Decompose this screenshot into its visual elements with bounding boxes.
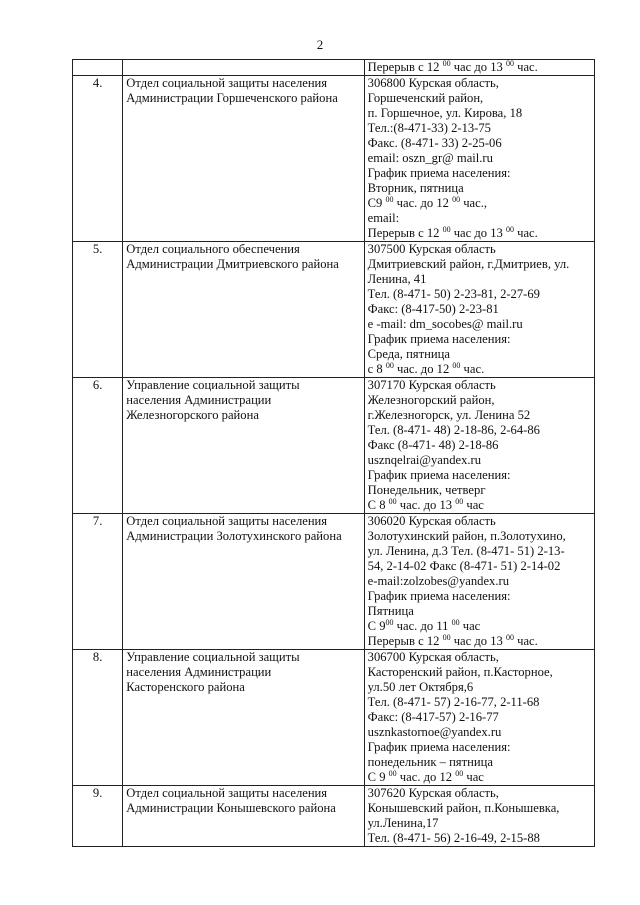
text-segment: с 8 — [367, 362, 386, 376]
text-segment: Факс (8-471- 48) 2-18-86 — [367, 438, 499, 452]
contact-info-line — [368, 287, 591, 302]
department-name-line: Отдел социальной защиты населения — [126, 514, 328, 528]
row-number: 8. — [73, 650, 123, 786]
contact-info-line — [368, 650, 591, 665]
text-segment: час до 13 — [450, 60, 506, 74]
department-name-line: населения Администрации — [126, 393, 272, 407]
contact-info-line — [368, 302, 591, 317]
contact-info — [364, 650, 594, 786]
department-name-line: Администрации Конышевского района — [126, 801, 336, 815]
text-segment: 307170 Курская область — [367, 378, 496, 392]
department-name-line: Железногорского района — [126, 408, 259, 422]
contact-info — [364, 786, 594, 847]
text-segment: ул. Ленина, д.3 Тел. (8-471- 51) 2-13- — [367, 544, 565, 558]
department-name-line: Администрации Дмитриевского района — [126, 257, 339, 271]
department-name — [123, 514, 364, 650]
contact-info-line — [368, 211, 591, 226]
contact-info-line — [368, 121, 591, 136]
table-row — [73, 76, 595, 242]
text-segment: С 9 — [367, 770, 389, 784]
contact-info-line — [368, 181, 591, 196]
contact-info-line — [368, 498, 591, 513]
text-segment: Ленина, 41 — [367, 272, 427, 286]
contact-info-line — [368, 559, 591, 574]
contact-info-line — [368, 166, 591, 181]
department-name-line: Касторенского района — [126, 680, 245, 694]
text-segment: час. — [513, 226, 538, 240]
text-segment: час. до 11 — [393, 619, 452, 633]
text-segment: г.Железногорск, ул. Ленина 52 — [367, 408, 531, 422]
contact-info-line — [368, 257, 591, 272]
text-segment: Тел. (8-471- 57) 2-16-77, 2-11-68 — [367, 695, 540, 709]
superscript-minutes: 00 — [452, 195, 461, 204]
contact-info-line — [368, 347, 591, 362]
contact-info-line — [368, 695, 591, 710]
department-name — [123, 242, 364, 378]
superscript-minutes: 00 — [385, 361, 394, 370]
text-segment: Понедельник, четверг — [367, 483, 486, 497]
table-row — [73, 60, 595, 76]
contact-info-line — [368, 710, 591, 725]
contact-info-line — [368, 60, 591, 75]
text-segment: Факс. (8-471- 33) 2-25-06 — [367, 136, 502, 150]
contact-info-line — [368, 453, 591, 468]
department-name-line: Отдел социальной защиты населения — [126, 76, 328, 90]
superscript-minutes: 00 — [442, 633, 451, 642]
contact-info-line — [368, 589, 591, 604]
row-number: 9. — [73, 786, 123, 847]
text-segment: usznkastornoe@yandex.ru — [367, 725, 502, 739]
superscript-minutes: 00 — [442, 59, 451, 68]
department-name-line: Отдел социального обеспечения — [126, 242, 300, 256]
superscript-minutes: 00 — [455, 769, 464, 778]
contact-info-line — [368, 725, 591, 740]
text-segment: 54, 2-14-02 Факс (8-471- 51) 2-14-02 — [367, 559, 561, 573]
text-segment: час — [459, 619, 481, 633]
contact-info-line — [368, 196, 591, 211]
superscript-minutes: 00 — [388, 769, 397, 778]
contact-info-line — [368, 226, 591, 241]
text-segment: час. — [513, 60, 538, 74]
text-segment: Тел.:(8-471-33) 2-13-75 — [367, 121, 491, 135]
contact-info-line — [368, 151, 591, 166]
text-segment: График приема населения: — [367, 589, 511, 603]
text-segment: 307500 Курская область — [367, 242, 496, 256]
text-segment: Дмитриевский район, г.Дмитриев, ул. — [367, 257, 570, 271]
text-segment: Касторенский район, п.Касторное, — [367, 665, 553, 679]
department-name-line: Управление социальной защиты — [126, 378, 300, 392]
department-name — [123, 76, 364, 242]
row-number: 5. — [73, 242, 123, 378]
text-segment: График приема населения: — [367, 740, 511, 754]
text-segment: час. до 12 — [393, 362, 453, 376]
table-row — [73, 650, 595, 786]
text-segment: Золотухинский район, п.Золотухино, — [367, 529, 566, 543]
contact-info-line — [368, 816, 591, 831]
text-segment: Железногорский район, — [367, 393, 495, 407]
table-body — [73, 60, 595, 847]
contact-info-line — [368, 755, 591, 770]
row-number: 6. — [73, 378, 123, 514]
contact-info-line — [368, 332, 591, 347]
contact-info-line — [368, 91, 591, 106]
text-segment: 306800 Курская область, — [367, 76, 499, 90]
contact-info-line — [368, 106, 591, 121]
text-segment: Перерыв с 12 — [367, 226, 443, 240]
department-name-line: Администрации Горшеченского района — [126, 91, 338, 105]
superscript-minutes: 00 — [388, 497, 397, 506]
contact-info-line — [368, 831, 591, 846]
text-segment: ул.Ленина,17 — [367, 816, 439, 830]
text-segment: час. до 13 — [396, 498, 456, 512]
table-row — [73, 378, 595, 514]
table-row — [73, 242, 595, 378]
text-segment: час до 13 — [450, 634, 506, 648]
contact-info — [364, 76, 594, 242]
superscript-minutes: 00 — [505, 633, 514, 642]
superscript-minutes: 00 — [385, 618, 394, 627]
text-segment: понедельник – пятница — [367, 755, 493, 769]
text-segment: С9 — [367, 196, 386, 210]
text-segment: График приема населения: — [367, 166, 511, 180]
text-segment: час. — [513, 634, 538, 648]
text-segment: час — [463, 770, 484, 784]
offices-table — [72, 59, 595, 847]
text-segment: час. до 12 — [396, 770, 456, 784]
text-segment: Факс: (8-417-57) 2-16-77 — [367, 710, 499, 724]
contact-info-line — [368, 529, 591, 544]
page-number: 2 — [316, 37, 324, 52]
text-segment: ул.50 лет Октября,6 — [367, 680, 474, 694]
contact-info-line — [368, 604, 591, 619]
text-segment: час. до 12 — [393, 196, 453, 210]
text-segment: Тел. (8-471- 56) 2-16-49, 2-15-88 — [367, 831, 540, 845]
department-name-line: Отдел социальной защиты населения — [126, 786, 328, 800]
department-name — [123, 378, 364, 514]
contact-info-line — [368, 634, 591, 649]
text-segment: Факс: (8-417-50) 2-23-81 — [367, 302, 499, 316]
superscript-minutes: 00 — [452, 361, 461, 370]
contact-info-line — [368, 544, 591, 559]
department-name-line: Администрации Золотухинского района — [126, 529, 342, 543]
department-name — [123, 650, 364, 786]
contact-info-line — [368, 740, 591, 755]
contact-info-line — [368, 317, 591, 332]
superscript-minutes: 00 — [505, 59, 514, 68]
superscript-minutes: 00 — [442, 225, 451, 234]
text-segment: час., — [460, 196, 488, 210]
department-name — [123, 786, 364, 847]
text-segment: час до 13 — [450, 226, 506, 240]
text-segment: 307620 Курская область, — [367, 786, 499, 800]
contact-info-line — [368, 242, 591, 257]
row-number — [73, 60, 123, 76]
text-segment: Вторник, пятница — [367, 181, 464, 195]
row-number: 4. — [73, 76, 123, 242]
text-segment: График приема населения: — [367, 468, 511, 482]
text-segment: 306020 Курская область — [367, 514, 496, 528]
text-segment: Перерыв с 12 — [367, 60, 443, 74]
contact-info-line — [368, 136, 591, 151]
text-segment: Горшеченский район, — [367, 91, 484, 105]
text-segment: Перерыв с 12 — [367, 634, 443, 648]
superscript-minutes: 00 — [505, 225, 514, 234]
text-segment: Пятница — [367, 604, 414, 618]
department-name — [123, 60, 364, 76]
row-number: 7. — [73, 514, 123, 650]
text-segment: час — [463, 498, 484, 512]
contact-info-line — [368, 665, 591, 680]
text-segment: usznqelrai@yandex.ru — [367, 453, 482, 467]
text-segment: п. Горшечное, ул. Кирова, 18 — [367, 106, 523, 120]
text-segment: Тел. (8-471- 50) 2-23-81, 2-27-69 — [367, 287, 540, 301]
contact-info-line — [368, 393, 591, 408]
contact-info — [364, 60, 594, 76]
text-segment: С 8 — [367, 498, 389, 512]
table-row — [73, 786, 595, 847]
contact-info — [364, 378, 594, 514]
text-segment: С 9 — [367, 619, 386, 633]
contact-info-line — [368, 514, 591, 529]
text-segment: Среда, пятница — [367, 347, 450, 361]
text-segment: час. — [460, 362, 485, 376]
contact-info-line — [368, 468, 591, 483]
contact-info-line — [368, 801, 591, 816]
contact-info-line — [368, 770, 591, 785]
text-segment: email: — [367, 211, 400, 225]
department-name-line: населения Администрации — [126, 665, 272, 679]
contact-info-line — [368, 786, 591, 801]
contact-info — [364, 514, 594, 650]
contact-info-line — [368, 423, 591, 438]
contact-info-line — [368, 408, 591, 423]
text-segment: Тел. (8-471- 48) 2-18-86, 2-64-86 — [367, 423, 540, 437]
contact-info-line — [368, 574, 591, 589]
text-segment: e-mail:zolzobes@yandex.ru — [367, 574, 509, 588]
table-row — [73, 514, 595, 650]
text-segment: 306700 Курская область, — [367, 650, 499, 664]
contact-info-line — [368, 378, 591, 393]
contact-info-line — [368, 272, 591, 287]
contact-info-line — [368, 483, 591, 498]
text-segment: График приема населения: — [367, 332, 511, 346]
contact-info-line — [368, 438, 591, 453]
superscript-minutes: 00 — [385, 195, 394, 204]
contact-info-line — [368, 362, 591, 377]
text-segment: Конышевский район, п.Конышевка, — [367, 801, 560, 815]
contact-info-line — [368, 76, 591, 91]
superscript-minutes: 00 — [451, 618, 460, 627]
contact-info-line — [368, 619, 591, 634]
superscript-minutes: 00 — [455, 497, 464, 506]
contact-info — [364, 242, 594, 378]
contact-info-line — [368, 680, 591, 695]
text-segment: e -mail: dm_socobes@ mail.ru — [367, 317, 523, 331]
text-segment: email: oszn_gr@ mail.ru — [367, 151, 493, 165]
department-name-line: Управление социальной защиты — [126, 650, 300, 664]
